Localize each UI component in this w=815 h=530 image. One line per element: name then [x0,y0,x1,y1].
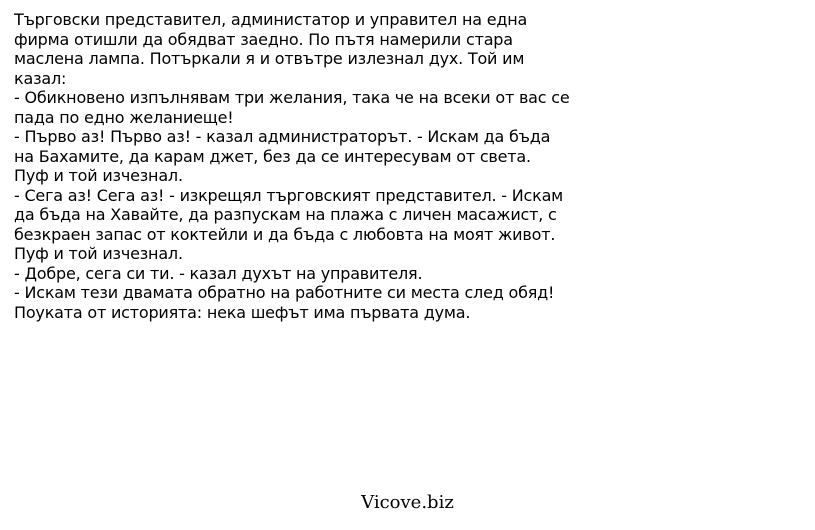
joke-paragraph: - Първо аз! Първо аз! - казал администраторът. - Искам да бъда на Бахамите, да карам джет, без да се интересувам от света. [14,127,551,166]
joke-text [14,10,574,322]
joke-paragraph: - Искам тези двамата обратно на работните си места след обяд! [14,283,555,302]
site-watermark: Vicove.biz [361,492,454,513]
joke-moral: Поуката от историята: нека шефът има първата дума. [14,302,471,322]
joke-paragraph: - Сега аз! Сега аз! - изкрещял търговският представител. - Искам да бъда на Хавайте, да разпускам на плажа с личен масажист, с безкраен запас от коктейли и да бъда с любовта на моят живот. [14,185,564,244]
joke-paragraph: Пуф и той изчезнал. [14,244,183,263]
joke-paragraph: Пуф и той изчезнал. [14,166,183,185]
joke-paragraph: Търговски представител, администатор и управител на една фирма отишли да обядват заедно. По пътя намерили стара маслена лампа. Потъркали я и отвътре излезнал дух. Той им казал: [14,10,528,88]
joke-paragraph: - Обикновено изпълнявам три желания, така че на всеки от вас се пада по едно желаниеще! [14,88,570,127]
joke-paragraph: - Добре, сега си ти. - казал духът на управителя. [14,263,423,283]
